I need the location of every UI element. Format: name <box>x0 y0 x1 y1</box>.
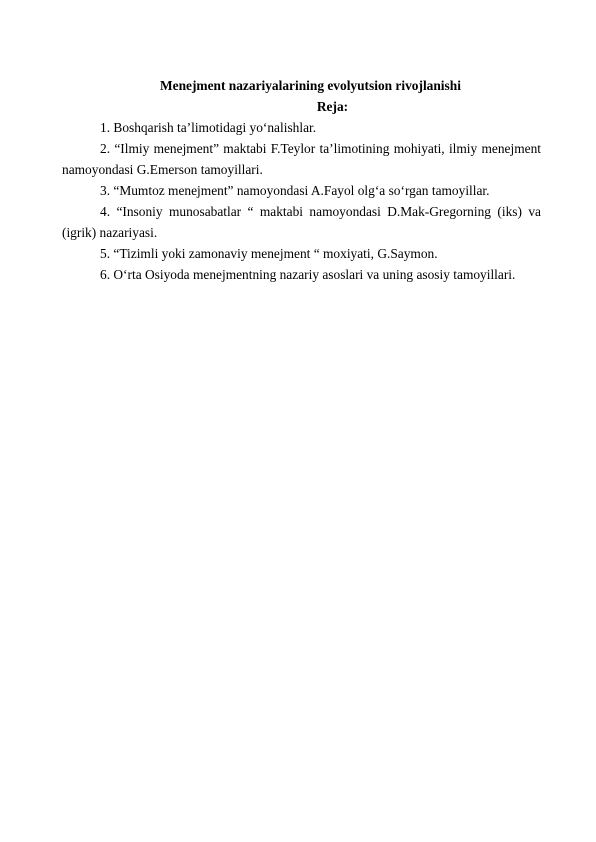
plan-item-1: 1. Boshqarish ta’limotidagi yo‘nalishlar. <box>100 120 317 135</box>
plan-item-5: 5. “Tizimli yoki zamonaviy menejment “ moxiyati, G.Saymon. <box>100 246 438 261</box>
plan-heading: Reja: <box>316 99 349 114</box>
document-content <box>62 75 541 285</box>
plan-item-4: 4. “Insoniy munosabatlar “ maktabi namoyondasi D.Mak-Gregorning (iks) va (igrik) nazariyasi. <box>62 204 541 240</box>
document-title: Menejment nazariyalarining evolyutsion rivojlanishi <box>160 78 461 93</box>
plan-list <box>62 117 541 285</box>
plan-item-3: 3. “Mumtoz menejment” namoyondasi A.Fayol olg‘a so‘rgan tamoyillar. <box>100 183 490 198</box>
plan-item-6: 6. O‘rta Osiyoda menejmentning nazariy asoslari va uning asosiy tamoyillari. <box>100 267 516 282</box>
plan-item-2: 2. “Ilmiy menejment” maktabi F.Teylor ta’limotining mohiyati, ilmiy menejment namoyondasi G.Emerson tamoyillari. <box>62 141 541 177</box>
